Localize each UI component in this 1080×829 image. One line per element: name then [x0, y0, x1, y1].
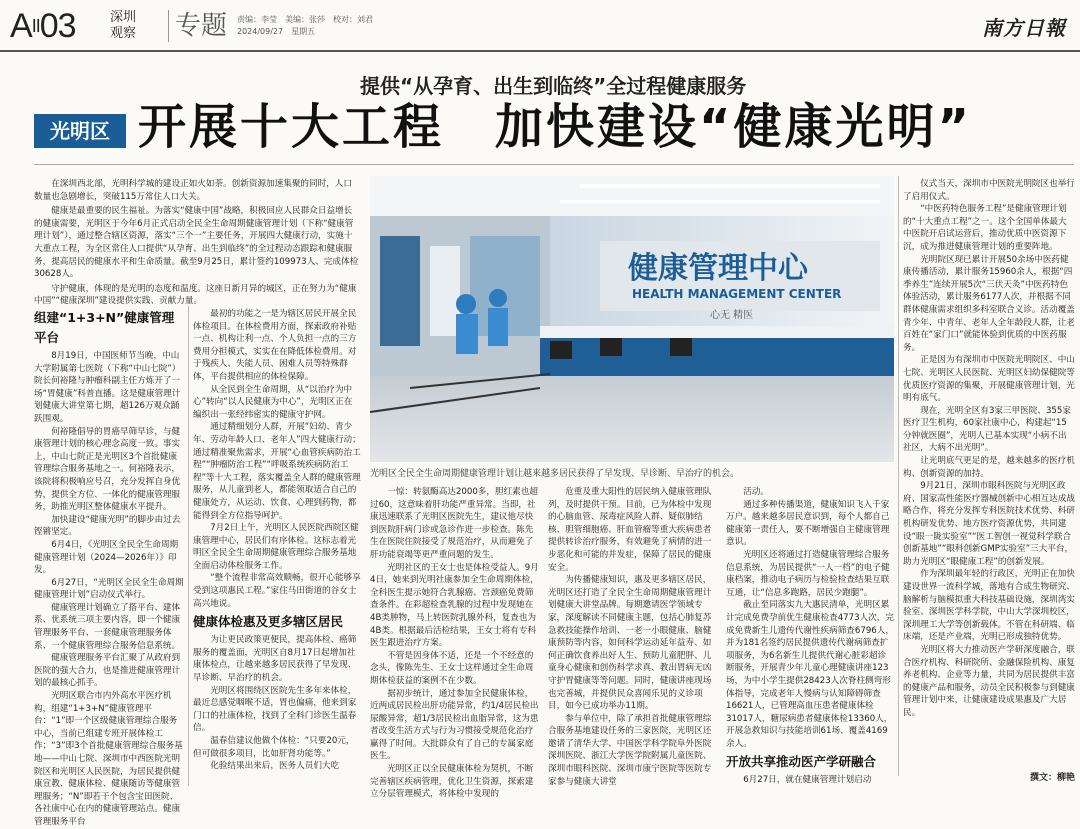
page-roman: II	[31, 16, 40, 36]
paragraph: 不管是因身体不适，还是一个不经意的念头，像陈先生、王女士这样通过全生命周期体检获益的案例不在少数。	[370, 650, 534, 686]
paragraph: 光明社区的王女士也是体检受益人。9月4日，她来到光明社康参加全生命周期体检，全科医生提示她符合乳腺癌、宫颈癌免费筛查条件。在彩超检查乳腺的过程中发现她在4B类肿物，马上转医院乳腺外科，复查也为4B类。根据最后活检结果，王女士将有专科医生跟进治疗方案。	[370, 562, 539, 649]
edition-line-1: 深圳	[110, 10, 137, 25]
paragraph: 9月21日，深圳市眼科医院与光明区政府、国家高性能医疗器械创新中心相互达成战略合作，将充分发挥专科医院技术优势、科研机构研发优势、地方医疗资源优势，共同建设“眼一陇实验室”“医工智创一视觉科学联合创新基地”“眼科创新GMP实验室”三大平台，助力光明区“眼健康工程”的创新发展。	[903, 481, 1075, 567]
paragraph: 据初步统计，通过参加全民健康体检，近两成居民检出肝功能异常，约1/4居民检出尿酸异常，超1/3居民检出血脂异常，这为患者改变生活方式与行为习惯接受规范化治疗赢得了时间。大批群众有了自己的专属家庭医生。	[370, 688, 539, 762]
lead-paragraph: 在深圳西北部，光明科学城的建设正如火如荼。创新资源加速集聚的同时，人口数量也急剧增长，突破115万常住人口大关。	[34, 179, 352, 202]
paragraph: 6月27日，“光明区全民全生命周期健康管理计划”启动仪式举行。	[34, 577, 184, 601]
column-6	[903, 178, 1075, 768]
headline-divider	[34, 164, 1074, 165]
column-1	[34, 306, 184, 827]
credits	[237, 14, 373, 38]
paragraph: 最初的功能之一是为辖区居民开展全民体检项目。在体检费用方面，探索政府补贴一点、机构让利一点、个人负担一点的三方费用分担模式，实实在在降低体检费用。对于残疾人、失能人员、困难人员等特殊群体，平台提供相应的体检保障。	[193, 309, 357, 382]
byline: 撰文：柳艳	[1030, 773, 1076, 783]
newspaper-logo: 南方日報	[982, 16, 1066, 40]
page-letter: A	[10, 7, 32, 45]
paragraph: “整个流程非常高效顺畅，很开心能够享受到这项惠民工程。”家住马田街道的谷女士高兴地说。	[193, 573, 361, 609]
paragraph: 何裕隆倡导的胃癌早筛早诊，与健康管理计划的核心理念高度一致。事实上，中山七院正是光明区3个首批健康管理综合服务基地之一。何裕隆表示，该院将积极响应号召，充分发挥自身优势，提供全方位、一体化的健康管理服务，助推光明区整体健康水平提升。	[34, 426, 181, 513]
credits-line: 责编：李莹 美编：张莎 校对：刘君	[237, 15, 373, 24]
paragraph: 加快建设“健康光明”的脚步由过去铿锵坚定。	[34, 514, 181, 538]
column-4	[548, 486, 716, 786]
paragraph: 为传播健康知识，惠及更多辖区居民，光明区还打造了全民全生命周期健康管理计划健康大讲堂品牌。每期邀请医学领域专家，深度解读不同健康主题，包括心肺复苏急救技能操作培训、一老一小眼健康、脑健康预防等内容，如何科学运动延年益寿、如何正确饮食养出好人生、预防儿童肥胖、儿童身心健康和创伤科学求真、教出胃病无凶守护胃健康等等问题。同时，健康讲座现场也完善城，并提供民众喜闻乐见的义诊项目，如今已成功举办11期。	[548, 575, 712, 712]
paragraph: 光明院区现已累计开展50余场中医药健康传播活动，累计服务15960余人，根据“四季养生”连续开展5次“三伏天灸”中医药特色体验活动，累计服务6177人次，并根据不同群体健康需求组织多科室联合义诊。活动覆盖青少年、中青年、老年人全年龄段人群，让老百姓在“家门口”就能体验到优质的中医药服务。	[903, 254, 1075, 353]
column-3	[370, 486, 540, 800]
paragraph: 参与单位中，除了承担首批健康管理综合服务基地建设任务的三家医院，光明区还邀请了清华大学、中国医学科学院阜外医院深圳医院、浙江大学医学院附属儿童医院、深圳市眼科医院、深圳市康宁医院等医院专家参与健康大讲堂	[548, 713, 712, 787]
paragraph: 7月2日上午，光明区人民医院西院区健康管理中心，居民们有序体检。这标志着光明区全民全生命周期健康管理综合服务基地全面启动体检服务工作。	[193, 523, 359, 571]
page-number	[10, 6, 76, 46]
paragraph: 现在，光明全区有3家三甲医院、355家医疗卫生机构，60家社康中心，构建起“15分钟就医圈”，光明人已基本实现“小病不出社区，大病不出光明”。	[903, 405, 1071, 454]
paragraph: 危重及重大阳性的居民纳入健康管理队列，及时提供干预。目前，已为体检中发现的心脑血管、尿毒症风险人群、疑似肺结核、胆管细胞癌、肝血管瘤等重大疾病患者提供转诊治疗服务，有效避免了病情的进一步恶化和可能的并发症，保障了居民的健康安全。	[548, 487, 712, 573]
paragraph: 为让更民政策更便民，提高体检、癌筛服务的覆盖面，光明区自8月17日起增加社康体检点，让越来越多居民获得了早发现、早诊断、早治疗的机会。	[193, 635, 357, 684]
paragraph: 截止至同落实九大惠民清单，光明区累计完成免费孕前优生健康检查4773人次，完成免费新生儿遗传代谢性疾病筛查6796人，并为181名签约居民提供遗传代谢病筛查扩项服务，为6名新生儿提供代谢心脏彩超诊断服务，开展青少年儿童心理健康讲座123场，为中小学生提供28423人次脊柱侧弯形体指导，完成老年人慢病与认知障碍筛查16621人，已管理高血压患者健康体检31017人，糖尿病患者健康体检13360人，开展急救知识与技能培训61场、覆盖4169余人。	[726, 600, 894, 749]
column-5	[726, 486, 894, 786]
photo-sign-english: HEALTH MANAGEMENT CENTER	[632, 287, 842, 301]
column-divider	[898, 176, 899, 776]
photo-sign-motto: 心无 精医	[710, 310, 754, 321]
paragraph: 仪式当天，深圳市中医院光明院区也举行了启用仪式。	[903, 179, 1075, 202]
article-photo	[370, 176, 894, 462]
paragraph: 光明区将围绕区医院先生多年来体检，最近总感觉咽喉不适，胃也偏痛，他来到家门口的社康体检，找到了全科门诊医生温春信。	[193, 685, 357, 734]
paragraph: 从全民到全生命周期，从“以治疗为中心”转向“以人民健康为中心”，光明区正在编织出一张经纬密实的健康守护网。	[193, 384, 353, 420]
lead-paragraph: 健康是最重要的民生福祉。为落实“健康中国”战略，积极回应人民群众日益增长的健康需要，光明区于今年6月正式启动全民全生命周期健康管理计划（下称“健康管理计划”），通过整合辖区资源，落实“三个一”主要任务，开展四大健康行动，实施十大重点工程，为全区常住人口提供“从孕育、出生到临终”的全过程动态跟踪和健康服务，提高居民的健康水平和生命质量。截至9月25日，累计签约109973人、完成体检30628人。	[34, 206, 359, 280]
paragraph: 光明区正以全民健康体检为契机，不断完善辖区疾病管理，优化卫生资源，探索建立分层管理模式，将体检中发现的	[370, 764, 534, 800]
paragraph: 让光明底气更足的是，越来越多的医疗机构、创新资源的加持。	[903, 456, 1075, 479]
page-digits: 03	[39, 7, 76, 45]
paragraph: 通过精细划分人群，开展“妇幼、青少年、劳动年龄人口、老年人”四大健康行动；通过精准聚焦需求，开展“心血管疾病防治工程”“肿瘤防治工程”“呼吸系统疾病防治工程”等十大工程，落实覆盖全人群的健康管理服务，从儿童到老人，都能领取适合自己的健康处方，从运动、饮食、心理到药物，都能得到全方位指导呵护。	[193, 422, 361, 521]
paragraph: 通过多种传播渠道，健康知识飞入千家万户。越来越多居民意识到，每个人都自己健康第一责任人，要不断增强自主健康管理意识。	[726, 499, 890, 548]
paragraph: 8月19日，中国医师节当晚，中山大学附属第七医院（下称“中山七院”）院长何裕隆与肿瘤科副主任方炼开了一场“胃健康”科普直播。这是健康管理计划健康大讲堂第七期，超126万观众踊跃围观。	[34, 351, 181, 424]
masthead-rule	[0, 50, 1080, 52]
edition-label	[110, 10, 136, 42]
paragraph: 作为深圳最年轻的行政区，光明正在加快建设世界一流科学城，落地有合成生物研究、脑解析与脑模拟重大科技基础设施，深圳湾实验室、深圳医学科学院，中山大学深圳校区，深圳理工大学等创新载体。不管在科研端、临床端，还是产业端，光明已形成独特优势。	[903, 569, 1075, 643]
paragraph: 6月27日，就在健康管理计划启动	[743, 775, 872, 786]
paragraph: 光明区还将通过打造健康管理综合服务信息系统，为居民提供“一人一档”的电子健康档案，推动电子病历与检验检查结果互联互通，让“信息多跑路，居民少跑腿”。	[726, 549, 890, 598]
lead-paragraph: 守护健康，体现的是光明的态度和温度。这座日新月异的城区，正在努力为“健康中国”“健康深圳”建设提供实践、贡献力量。	[34, 283, 357, 307]
edition-line-2: 观察	[110, 26, 137, 41]
paragraph: 健康管理计划确立了搭平台、建体系、优系统三项主要内容，即一个健康管理服务平台、一套健康管理服务体系、一个健康管理综合服务信息系统。	[34, 602, 181, 651]
health-center-photo	[370, 176, 894, 462]
subheading-checkup: 健康体检惠及更多辖区居民	[193, 614, 344, 630]
section-name: 专题	[168, 10, 227, 42]
paragraph: “中医药特色服务工程”是健康管理计划的“十大重点工程”之一。这个全国单体最大中医院开启试运营后，推动优质中医资源下沉，成为推进健康管理计划的重要阵地。	[903, 204, 1067, 252]
kicker-headline: 提供“从孕育、出生到临终”全过程健康服务	[360, 74, 747, 98]
masthead	[0, 0, 1080, 52]
subheading-platform: 组建“1+3+N”健康管理平台	[34, 310, 175, 345]
paragraph: 正是因为有深圳市中医院光明院区、中山七院、光明区人民医院、光明区妇幼保健院等优质医疗资源的集聚，开展健康管理计划，光明有底气。	[903, 355, 1075, 404]
column-divider	[188, 306, 189, 786]
photo-sign-main: 健康管理中心	[628, 251, 808, 286]
district-tag: 光明区	[34, 114, 126, 148]
paragraph: 一惊：转氨酶高达2000多，胆红素也超过60，这意味着肝功能严重异常。当即，社康迅速联系了光明区医院先生，建议他尽快到医院肝病门诊或急诊作进一步检查。陈先生在医院住院接受了规范治疗，从而避免了肝功能衰竭等更严重问题的发生。	[370, 487, 538, 560]
photo-caption: 光明区全民全生命周期健康管理计划让越来越多居民获得了早发现、早诊断、早治疗的机会。	[370, 469, 740, 479]
date-line: 2024/09/27 星期五	[237, 27, 316, 36]
paragraph: 6月4日，《光明区全民全生命周期健康管理计划（2024—2026年）》印发。	[34, 539, 179, 576]
paragraph: 化验结果出来后，医务人员们大吃	[210, 761, 340, 772]
paragraph: 温春信建议他做个体检：“只要20元，但可做很多项目，比如肝肾功能等。”	[193, 736, 355, 759]
paragraph: 光明区联合市内外高水平医疗机构，组建“1+3+N”健康管理平台：“1”即一个区级健康管理综合服务中心，当前已组建专班开展体检工作；“3”即3个首批健康管理综合服务基地——中山七院、深圳市中西医院光明院区和光明区人民医院，为居民提供健康宣教、健康体检、健康随访等健康管理服务；“N”即若干个包含宝田医院、各社康中心在内的健康管理站点。健康管理服务平台	[34, 691, 183, 827]
column-2	[193, 308, 361, 786]
paragraph: 健康管理服务平台汇聚了从政府到医院的强大合力，也是推进健康管理计划的最核心抓手。	[34, 653, 181, 689]
subheading-open-sharing: 开放共享推动医产学研融合	[726, 754, 877, 770]
paragraph: 活动。	[743, 487, 769, 497]
main-headline: 开展十大工程 加快建设“健康光明”	[138, 99, 973, 155]
lead-paragraphs	[34, 178, 360, 310]
paragraph: 光明区将大力推动医产学研深度融合，联合医疗机构、科研院所、金融保险机构、康复养老机构、企业等力量，共同为居民提供丰富的健康产品和服务，动员全民积极参与到健康管理计划中来，让健康建设成果惠及广大居民。	[903, 644, 1075, 718]
